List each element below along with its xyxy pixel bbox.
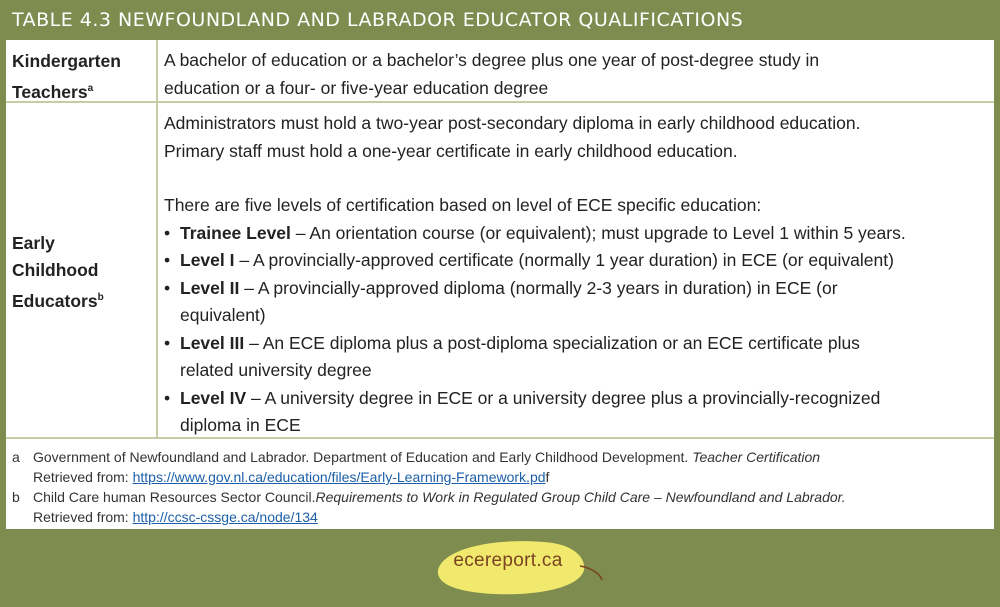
qualifications-table [6,40,994,529]
footnote-text: Child Care human Resources Sector Council. [33,489,316,505]
footnote-mark: a [12,449,20,465]
row-label-early-childhood [12,230,152,315]
level-name: Level I [180,250,235,270]
footnote-title: Requirements to Work in Regulated Group Child Care – Newfoundland and Labrador. [315,489,846,505]
level-text: – An orientation course (or equivalent); must upgrade to Level 1 within 5 years. [290,222,906,243]
label-line: Childhood [12,260,99,280]
level-text: – An ECE diploma plus a post-diploma specialization or an ECE certificate plus [244,332,860,353]
list-item [164,220,989,248]
level-name: Level IV [180,387,247,408]
list-item [164,275,989,330]
level-text: – A university degree in ECE or a university degree plus a provincially-recognized [246,387,881,408]
list-item [164,385,989,440]
level-text: – A provincially-approved diploma (normally 2-3 years in duration) in ECE (or [239,277,838,298]
text-line: education or a four- or five-year education degree [164,77,549,98]
footnote-mark: b [12,489,20,505]
brand-text: ecereport.ca [453,550,563,571]
footnote-link-tail: f [545,469,550,485]
footnote-link[interactable]: https://www.gov.nl.ca/education/files/Early-Learning-Framework.pd [132,469,546,485]
label-line: Teachers [12,81,88,102]
levels-list [164,220,989,440]
level-text: diploma in ECE [180,415,301,435]
bullet-icon: • [164,332,171,353]
label-line: Early [12,233,55,253]
footnote-mark-b: b [97,292,104,303]
table-row-early-childhood [6,103,994,439]
text-line: Administrators must hold a two-year post-secondary diploma in early childhood education. [164,113,861,133]
footnote-b [6,487,994,527]
table-title: TABLE 4.3 NEWFOUNDLAND AND LABRADOR EDUCATOR QUALIFICATIONS [0,0,1000,40]
footnote-retrieved: Retrieved from: [33,509,133,525]
bullet-icon: • [164,250,171,270]
footnotes [6,441,994,527]
footnote-a [6,447,994,487]
bullet-icon: • [164,387,171,408]
footnote-link[interactable]: http://ccsc-cssge.ca/node/134 [132,509,318,525]
label-line: Educators [12,290,98,311]
level-name: Level III [180,332,245,353]
list-item [164,247,989,275]
footnote-mark-a: a [87,83,94,94]
row-label-kindergarten [12,48,152,106]
level-text: related university degree [180,360,372,380]
brand-logo [434,536,604,598]
level-name: Trainee Level [180,222,291,243]
level-text: equivalent) [180,305,266,325]
row-text-kindergarten [164,47,989,102]
levels-intro: There are five levels of certification based on level of ECE specific education: [164,195,762,215]
level-name: Level II [180,277,240,298]
level-text: – A provincially-approved certificate (normally 1 year duration) in ECE (or equivalent) [234,250,894,270]
footnote-title: Teacher Certification [692,449,821,465]
list-item [164,330,989,385]
text-line: A bachelor of education or a bachelor’s degree plus one year of post-degree study in [164,50,820,70]
table-row-kindergarten [6,40,994,103]
label-line: Kindergarten [12,51,121,71]
footnote-retrieved: Retrieved from: [33,469,133,485]
footnote-text: Government of Newfoundland and Labrador. Department of Education and Early Childhood Development. [33,449,693,465]
bullet-icon: • [164,277,171,298]
row-text-early-childhood [164,110,989,440]
bullet-icon: • [164,222,171,243]
text-line: Primary staff must hold a one-year certificate in early childhood education. [164,140,738,161]
